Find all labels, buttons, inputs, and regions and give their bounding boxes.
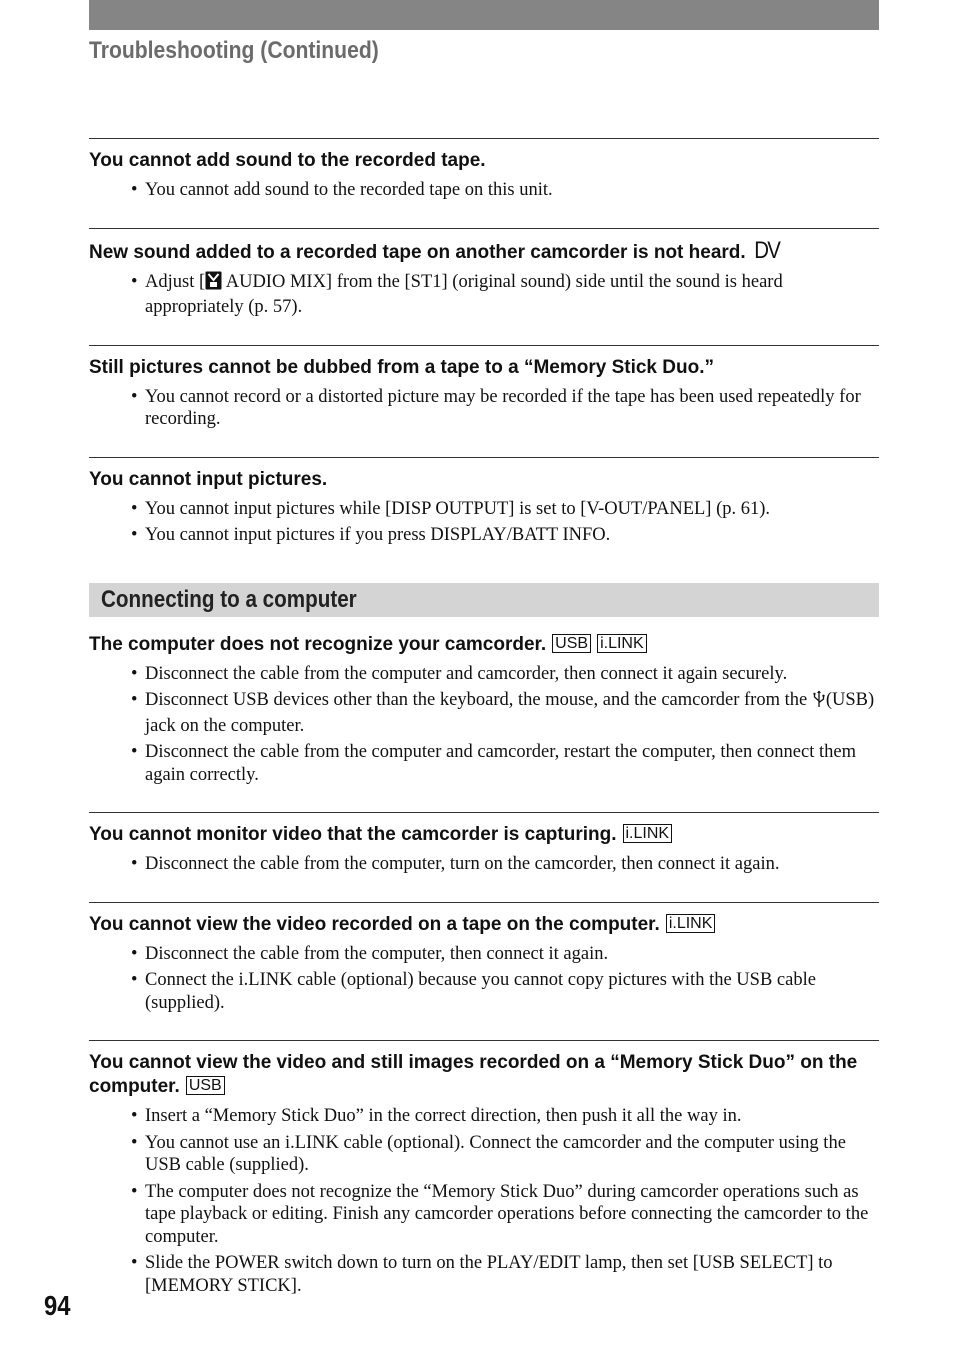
ilink-tag: i.LINK (623, 824, 673, 843)
troubleshooting-item (89, 633, 879, 813)
solution-list (89, 943, 879, 1015)
solution-bullet: • Adjust [ AUDIO MIX] from the [ST1] (original sound) side until the sound is heard appropriately (p. 57). (89, 271, 879, 319)
usb-tag: USB (552, 634, 591, 653)
problem-heading: The computer does not recognize your camcorder. USB i.LINK (89, 633, 879, 657)
running-head: Troubleshooting (Continued) (89, 37, 379, 64)
solution-list (89, 498, 879, 547)
troubleshooting-item (89, 902, 879, 1041)
troubleshooting-item (89, 457, 879, 569)
troubleshooting-item (89, 138, 879, 228)
solution-bullet: • Disconnect the cable from the computer and camcorder, restart the computer, then connect them again correctly. (89, 741, 879, 786)
troubleshooting-item (89, 228, 879, 345)
problem-heading: You cannot input pictures. (89, 468, 328, 490)
ilink-tag: i.LINK (666, 914, 716, 933)
solution-bullet: • You cannot add sound to the recorded tape on this unit. (89, 179, 879, 202)
solution-list (89, 1105, 879, 1297)
problem-heading: New sound added to a recorded tape on another camcorder is not heard. DV (89, 236, 779, 264)
solution-bullet: • You cannot input pictures while [DISP OUTPUT] is set to [V-OUT/PANEL] (p. 61). (89, 498, 879, 521)
page-content (89, 138, 879, 1323)
dv-mark: DV (753, 236, 779, 264)
solution-list (89, 663, 879, 787)
solution-bullet: • The computer does not recognize the “Memory Stick Duo” during camcorder operations such as tape playback or editing. Finish any camcorder operations before connecting the camcorder to the computer. (89, 1181, 879, 1249)
solution-bullet: • You cannot record or a distorted picture may be recorded if the tape has been used repeatedly for recording. (89, 386, 879, 431)
solution-list (89, 386, 879, 431)
solution-bullet: • Disconnect USB devices other than the keyboard, the mouse, and the camcorder from the (USB) jack on the computer. (89, 689, 879, 737)
solution-bullet: • You cannot input pictures if you press DISPLAY/BATT INFO. (89, 524, 879, 547)
solution-list (89, 179, 879, 202)
section-title: Connecting to a computer (101, 585, 357, 613)
solution-list (89, 853, 879, 876)
problem-heading: You cannot add sound to the recorded tape. (89, 150, 486, 171)
page-number: 94 (44, 1290, 71, 1321)
solution-bullet: • Disconnect the cable from the computer, then connect it again. (89, 943, 879, 966)
solution-bullet: • Slide the POWER switch down to turn on the PLAY/EDIT lamp, then set [USB SELECT] to [MEMORY STICK]. (89, 1252, 879, 1297)
troubleshooting-item (89, 812, 879, 902)
problem-heading: You cannot view the video recorded on a tape on the computer. i.LINK (89, 913, 879, 937)
solution-bullet: • Disconnect the cable from the computer, turn on the camcorder, then connect it again. (89, 853, 879, 876)
ilink-tag: i.LINK (597, 634, 647, 653)
solution-bullet: • Disconnect the cable from the computer and camcorder, then connect it again securely. (89, 663, 879, 686)
usb-tag: USB (186, 1076, 225, 1095)
troubleshooting-item (89, 1040, 879, 1323)
problem-heading: Still pictures cannot be dubbed from a tape to a “Memory Stick Duo.” (89, 356, 714, 378)
problem-heading: You cannot monitor video that the camcorder is capturing. i.LINK (89, 823, 879, 847)
solution-list (89, 271, 879, 319)
troubleshooting-item (89, 345, 879, 457)
section-bar (89, 583, 879, 617)
solution-bullet: • Insert a “Memory Stick Duo” in the correct direction, then push it all the way in. (89, 1105, 879, 1128)
problem-heading: You cannot view the video and still images recorded on a “Memory Stick Duo” on the computer. USB (89, 1052, 858, 1097)
header-band (89, 0, 879, 30)
solution-bullet: • You cannot use an i.LINK cable (optional). Connect the camcorder and the computer using the USB cable (supplied). (89, 1132, 879, 1177)
usb-icon (812, 690, 826, 715)
audio-mix-icon (205, 271, 222, 297)
solution-bullet: • Connect the i.LINK cable (optional) because you cannot copy pictures with the USB cable (supplied). (89, 969, 879, 1014)
